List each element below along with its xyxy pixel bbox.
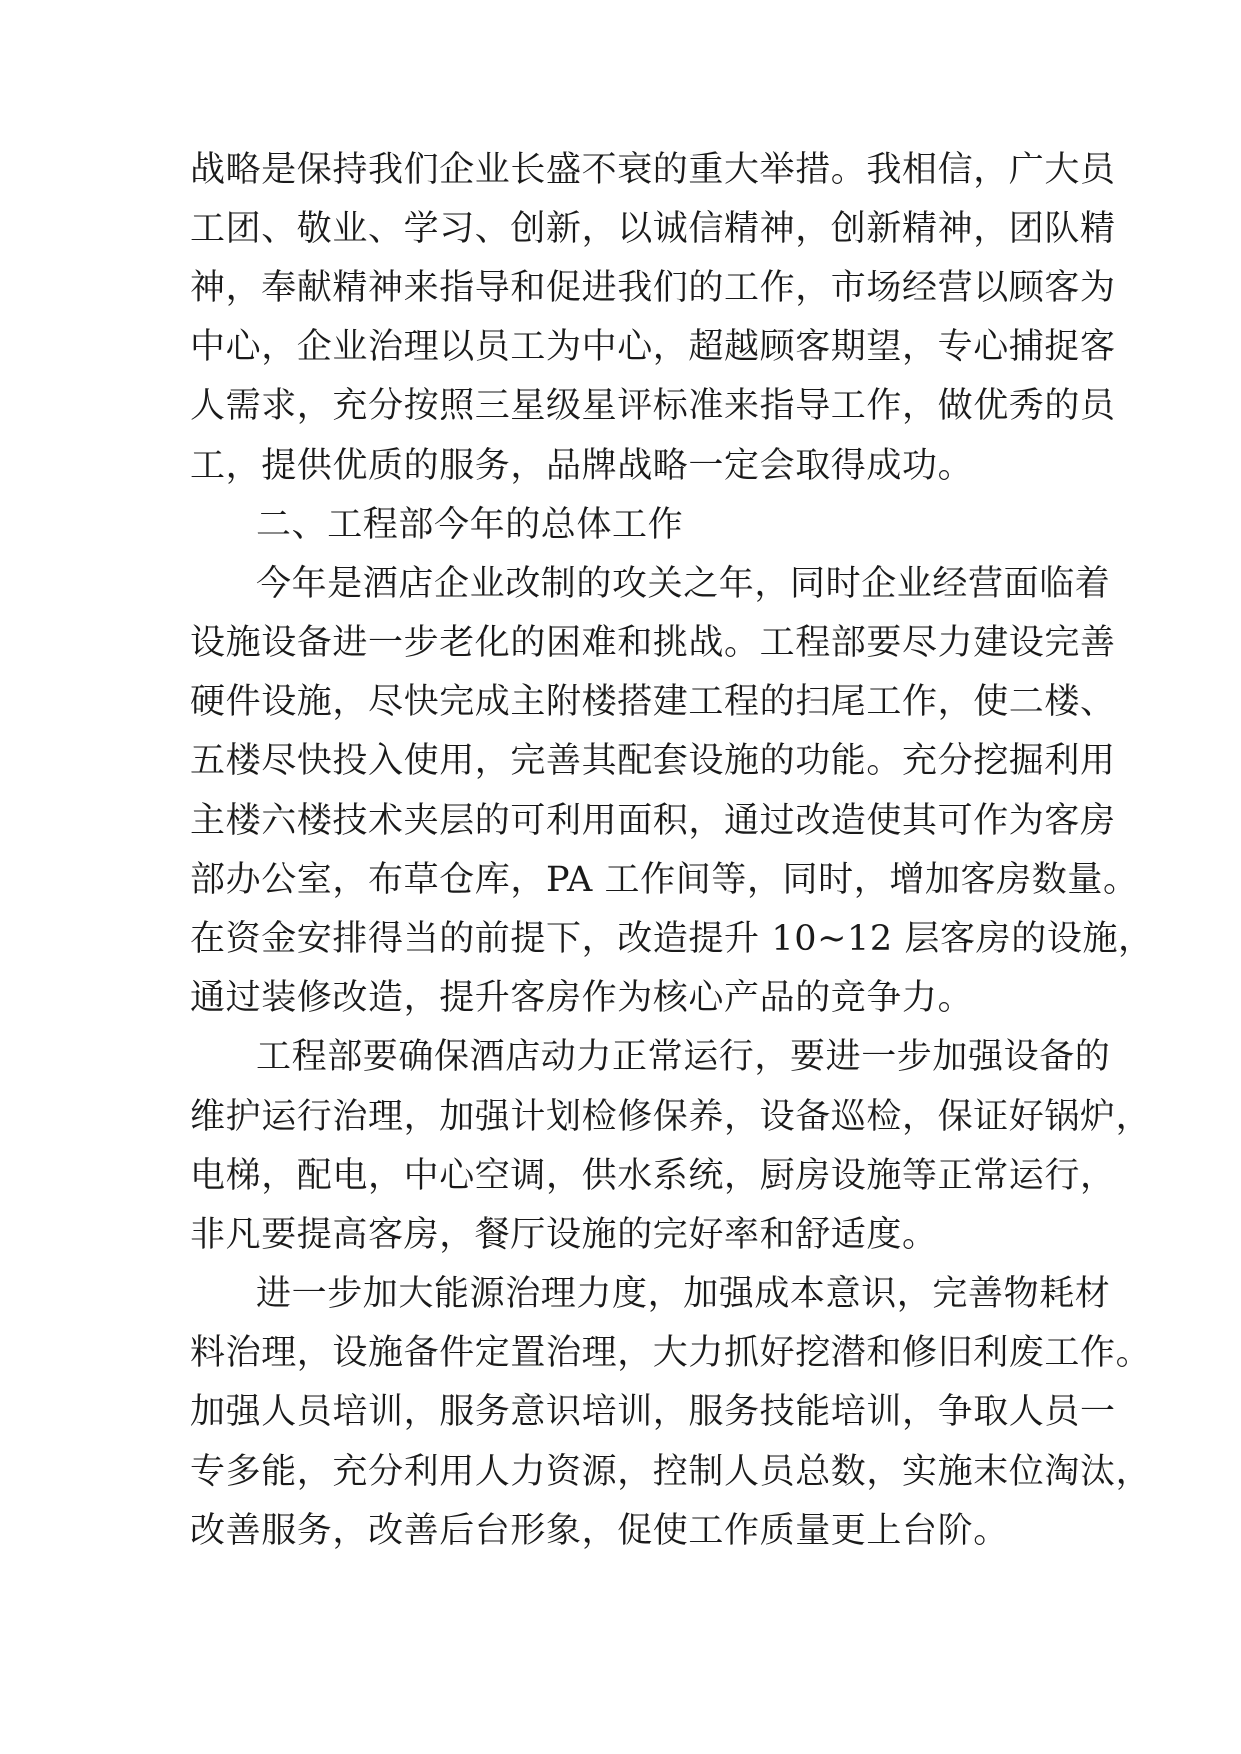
text-line: 工程部要确保酒店动力正常运行，要进一步加强设备的 [256,1037,1111,1077]
text-line: 主楼六楼技术夹层的可利用面积，通过改造使其可作为客房 [190,801,1116,841]
text-line: 改善服务，改善后台形象，促使工作质量更上台阶。 [190,1511,1009,1551]
text-line: 通过装修改造，提升客房作为核心产品的竞争力。 [190,978,974,1018]
text-line: 今年是酒店企业改制的攻关之年，同时企业经营面临着 [256,564,1111,604]
text-line: 加强人员培训，服务意识培训，服务技能培训，争取人员一 [190,1392,1116,1432]
text-line: 在资金安排得当的前提下，改造提升 10~12 层客房的设施， [190,919,1154,959]
text-line: 电梯，配电，中心空调，供水系统，厨房设施等正常运行， [190,1156,1116,1196]
text-line: 工，提供优质的服务，品牌战略一定会取得成功。 [190,446,974,486]
text-line: 战略是保持我们企业长盛不衰的重大举措。我相信，广大员 [190,150,1116,190]
text-line: 专多能，充分利用人力资源，控制人员总数，实施末位淘汰， [190,1452,1152,1492]
text-line: 工团、敬业、学习、创新，以诚信精神，创新精神，团队精 [190,209,1116,249]
text-line: 硬件设施，尽快完成主附楼搭建工程的扫尾工作，使二楼、 [190,682,1116,722]
text-line: 部办公室，布草仓库，PA 工作间等，同时，增加客房数量。 [190,860,1139,900]
text-line: 人需求，充分按照三星级星评标准来指导工作，做优秀的员 [190,386,1116,426]
text-line: 中心，企业治理以员工为中心，超越顾客期望，专心捕捉客 [190,327,1116,367]
text-line: 设施设备进一步老化的困难和挑战。工程部要尽力建设完善 [190,623,1116,663]
text-line: 进一步加大能源治理力度，加强成本意识，完善物耗材 [256,1274,1111,1314]
text-line: 料治理，设施备件定置治理，大力抓好挖潜和修旧利废工作。 [190,1333,1152,1373]
text-line: 五楼尽快投入使用，完善其配套设施的功能。充分挖掘利用 [190,741,1116,781]
text-line: 非凡要提高客房，餐厅设施的完好率和舒适度。 [190,1215,938,1255]
text-line: 维护运行治理，加强计划检修保养，设备巡检，保证好锅炉， [190,1097,1152,1137]
section-heading: 二、工程部今年的总体工作 [256,505,684,545]
text-line: 神，奉献精神来指导和促进我们的工作，市场经营以顾客为 [190,268,1116,308]
